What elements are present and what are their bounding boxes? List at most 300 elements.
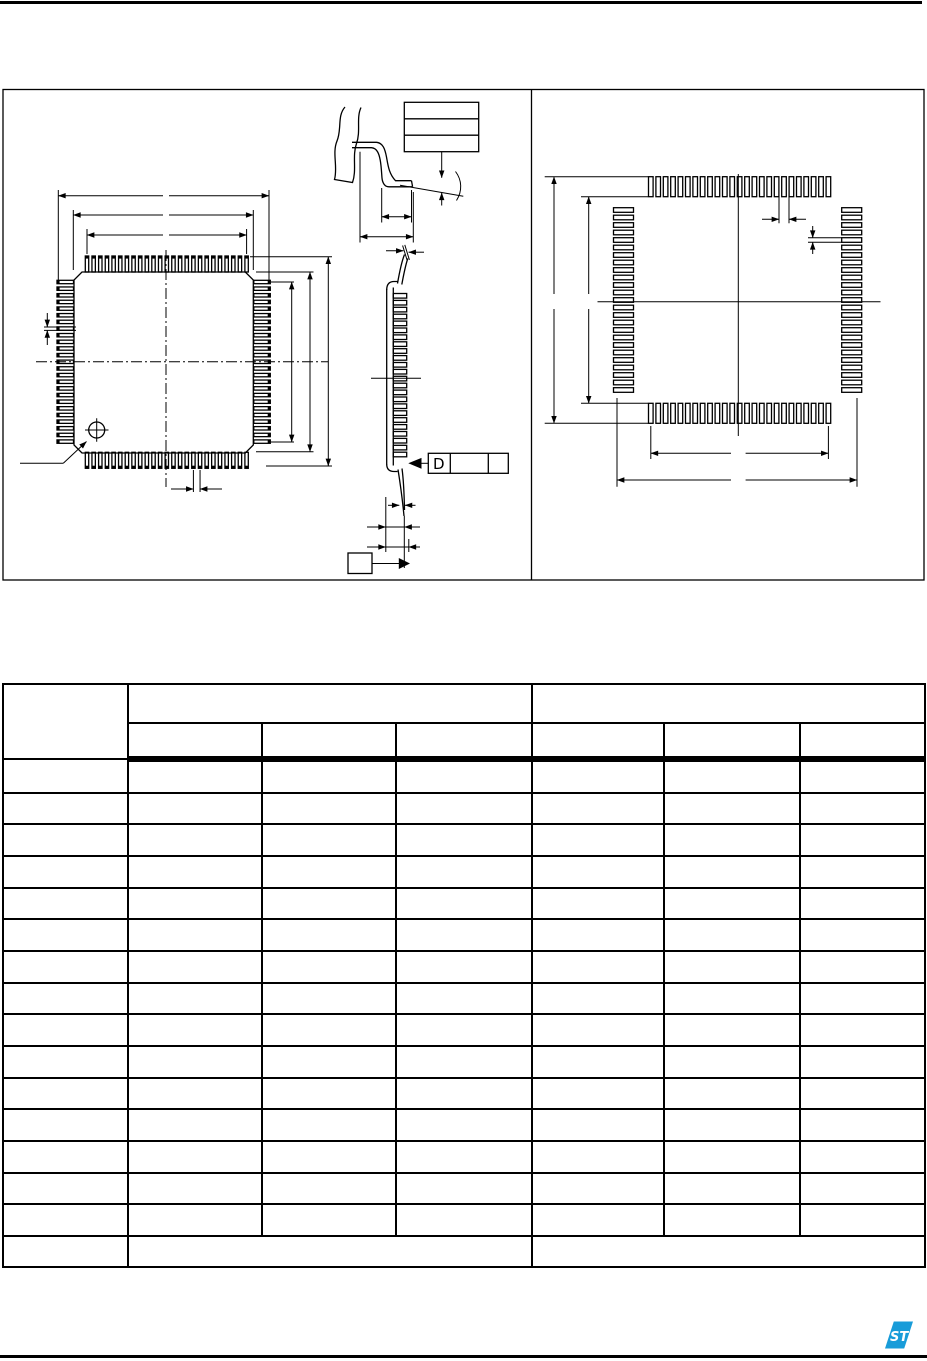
pin [393,314,406,319]
table-row [3,1078,925,1110]
pin [614,260,634,265]
angle-value-box [404,102,478,151]
cell-12-3 [396,1141,532,1173]
cell-3-3 [396,856,532,888]
pin-tip [178,466,181,469]
pin-tip [57,340,60,343]
pin-tip [125,256,128,259]
pin-tip [139,256,142,259]
cell-4-0 [3,888,128,920]
pin-tip [57,407,60,410]
pin-tip [268,407,271,410]
table-row [3,919,925,951]
pin [842,350,862,355]
cell-0-0 [3,759,128,793]
pin-tip [198,256,201,259]
pin [789,403,794,423]
cell-2-1 [128,824,262,856]
cell-9-5 [664,1046,800,1078]
pin [393,335,406,340]
pin [819,403,824,423]
pin-tip [268,280,271,283]
pin-tip [268,373,271,376]
table-row [3,1204,925,1236]
table-row [3,888,925,920]
st-logo [885,1322,913,1349]
pin [842,268,862,273]
pin-tip [85,466,88,469]
cell-7-1 [128,983,262,1015]
cell-13-6 [800,1173,925,1205]
pin [760,177,765,197]
pin-tip [225,466,228,469]
merged-last-row [3,1236,925,1267]
pin [715,177,720,197]
pin-tip [268,393,271,396]
pin [393,452,406,457]
pin [842,215,862,220]
pin [842,253,862,258]
pin [614,365,634,370]
pin [708,403,713,423]
pin-tip [92,466,95,469]
cell-6-4 [532,951,665,983]
cell-6-3 [396,951,532,983]
pin [393,321,406,326]
cell-14-6 [800,1204,925,1236]
pin-tip [205,256,208,259]
pin [686,403,691,423]
datum-arrow [408,458,421,469]
cell-8-1 [128,1014,262,1046]
pin [393,369,406,374]
footprint-top-pads [649,177,831,197]
pin-tip [245,256,248,259]
pin-tip [158,466,161,469]
pin [745,177,750,197]
pin [614,373,634,378]
pin [614,245,634,250]
pin-tip [238,466,241,469]
pin-tip [218,256,221,259]
pin-tip [268,353,271,356]
cell-0-1 [128,759,262,793]
pin-tip [132,466,135,469]
cell-0-6 [800,759,925,793]
pin-tip [57,413,60,416]
sub-header-0-1 [262,723,397,759]
cell-9-6 [800,1046,925,1078]
cell-3-0 [3,856,128,888]
pin [663,177,668,197]
cell-8-5 [664,1014,800,1046]
pin [842,343,862,348]
pin [715,403,720,423]
pin-tip [85,256,88,259]
pin [393,342,406,347]
pin-tip [225,256,228,259]
pin [393,404,406,409]
pin [842,245,862,250]
pin-tip [268,433,271,436]
pin [393,356,406,361]
pin [842,358,862,363]
pin [671,403,676,423]
cell-3-4 [532,856,665,888]
cell-5-4 [532,919,665,951]
datum-letter: D [433,455,445,473]
table-row [3,793,925,825]
cell-2-4 [532,824,665,856]
pin [649,403,654,423]
cell-7-2 [262,983,397,1015]
pin-tip [268,380,271,383]
st-logo-letters: ST [890,1330,909,1345]
table-row [3,1141,925,1173]
pin-tip [232,466,235,469]
cell-9-4 [532,1046,665,1078]
pin [614,238,634,243]
cell-11-3 [396,1109,532,1141]
cell-4-3 [396,888,532,920]
pin-tip [57,433,60,436]
cell-11-2 [262,1109,397,1141]
sub-header-1-0 [532,723,665,759]
package-body-outline [74,272,253,453]
bottom-pin-row [85,452,248,468]
cell-8-6 [800,1014,925,1046]
pin [842,275,862,280]
pin [678,403,683,423]
pin-tip [57,314,60,317]
cell-2-0 [3,824,128,856]
cell-8-2 [262,1014,397,1046]
cell-3-1 [128,856,262,888]
pin-tip [212,466,215,469]
cell-9-3 [396,1046,532,1078]
cell-6-6 [800,951,925,983]
pin-tip [99,256,102,259]
pin [614,358,634,363]
pin [760,403,765,423]
pin-pitch-dimension [171,470,222,492]
sub-header-1-2 [800,723,925,759]
pin-tip [105,256,108,259]
cell-14-4 [532,1204,665,1236]
pin [649,177,654,197]
cell-9-0 [3,1046,128,1078]
pin-tip [268,300,271,303]
pin [730,177,735,197]
sub-header-0-2 [396,723,532,759]
pin-tip [152,256,155,259]
cell-10-4 [532,1078,665,1110]
pin-tip [268,347,271,350]
pin [723,403,728,423]
pin [842,238,862,243]
cell-10-3 [396,1078,532,1110]
lead-detail-view [335,102,479,242]
pin-tip [57,380,60,383]
cell-7-6 [800,983,925,1015]
sub-header-0-0 [128,723,262,759]
pin-tip [57,320,60,323]
package-top-view [20,190,332,492]
pin [730,403,735,423]
cell-1-3 [396,793,532,825]
pin [693,177,698,197]
pin-tip [268,340,271,343]
pin [614,343,634,348]
pin-tip [192,466,195,469]
cell-12-4 [532,1141,665,1173]
pin [393,328,406,333]
pin-tip [57,387,60,390]
pin [663,403,668,423]
pin [393,445,406,450]
pin [826,177,831,197]
cell-11-0 [3,1109,128,1141]
cell-4-6 [800,888,925,920]
figure-frame [3,90,924,581]
pin [393,418,406,423]
last-row-group-1 [128,1236,532,1267]
package-height-dimensions [367,497,420,552]
pin [693,403,698,423]
pin [767,177,772,197]
cell-8-3 [396,1014,532,1046]
pin [842,283,862,288]
cell-7-3 [396,983,532,1015]
cell-9-1 [128,1046,262,1078]
pin [614,290,634,295]
pin [393,294,406,299]
pin [614,215,634,220]
last-row-symbol [3,1236,128,1267]
pin-tip [57,440,60,443]
pin-tip [218,466,221,469]
pin-tip [57,367,60,370]
pin [393,363,406,368]
pin [393,438,406,443]
pin [804,403,809,423]
sub-header-1-1 [664,723,800,759]
pin-tip [268,294,271,297]
pin [393,300,406,305]
pin [614,305,634,310]
pin [797,403,802,423]
pin-tip [268,440,271,443]
pin-tip [185,256,188,259]
pin-tip [185,466,188,469]
cell-5-5 [664,919,800,951]
pin [842,335,862,340]
cell-12-6 [800,1141,925,1173]
pin-tip [268,314,271,317]
pin-tip [268,320,271,323]
cell-4-2 [262,888,397,920]
pin [842,373,862,378]
pin [767,403,772,423]
pin [842,388,862,393]
last-row-group-2 [532,1236,926,1267]
table-row [3,759,925,793]
pin [782,177,787,197]
cell-13-3 [396,1173,532,1205]
table-row [3,951,925,983]
pin [752,177,757,197]
cell-0-3 [396,759,532,793]
pin-tip [238,256,241,259]
pin [842,230,862,235]
pin-tip [245,466,248,469]
pin [393,383,406,388]
pin-tip [57,360,60,363]
cell-1-1 [128,793,262,825]
pin [614,208,634,213]
pin [782,403,787,423]
pin-tip [57,400,60,403]
pin-tip [178,256,181,259]
footprint-left-pads [614,208,634,393]
cell-2-5 [664,824,800,856]
pin [819,177,824,197]
pin-tip [57,393,60,396]
pin-tip [192,256,195,259]
pin-tip [105,466,108,469]
pin [393,349,406,354]
pin [842,305,862,310]
cell-0-2 [262,759,397,793]
cell-5-3 [396,919,532,951]
cell-10-5 [664,1078,800,1110]
cell-6-2 [262,951,397,983]
pin [842,365,862,370]
pin-tip [232,256,235,259]
pin [700,403,705,423]
cell-11-4 [532,1109,665,1141]
cell-5-2 [262,919,397,951]
cell-13-4 [532,1173,665,1205]
pin [614,253,634,258]
width-dimensions [58,190,269,280]
datum-flag [408,453,508,473]
pin-tip [139,466,142,469]
pin-tip [125,466,128,469]
cell-4-4 [532,888,665,920]
table-row [3,983,925,1015]
cell-13-5 [664,1173,800,1205]
table-row [3,1046,925,1078]
pin [678,177,683,197]
unit-group-header-1 [128,684,532,723]
pin-tip [112,256,115,259]
pin [656,403,661,423]
cell-1-4 [532,793,665,825]
pin-tip [99,466,102,469]
pin-tip [119,256,122,259]
pin [789,177,794,197]
pin-tip [268,400,271,403]
pin [752,403,757,423]
pin-tip [268,413,271,416]
pin [745,403,750,423]
pin-tip [172,256,175,259]
pin [723,177,728,197]
foot-length-dimensions [360,152,413,243]
top-pin-row [85,256,248,272]
table-header [3,684,925,759]
pin [393,307,406,312]
pin-tip [57,334,60,337]
pin [614,388,634,393]
cell-13-0 [3,1173,128,1205]
cell-8-4 [532,1014,665,1046]
pin-tip [57,300,60,303]
pin [614,350,634,355]
cell-10-2 [262,1078,397,1110]
pin [842,260,862,265]
pin-tip [268,420,271,423]
cell-11-6 [800,1109,925,1141]
pin-tip [158,256,161,259]
pin-tip [57,373,60,376]
pin-tip [268,327,271,330]
seating-plane-box [348,553,372,574]
cell-3-6 [800,856,925,888]
pin [842,320,862,325]
pin [700,177,705,197]
pin-tip [268,360,271,363]
cell-2-3 [396,824,532,856]
side-view-lead-stack [393,294,406,457]
pin [842,223,862,228]
pin [826,403,831,423]
pin [842,328,862,333]
lead-thickness-dimension [386,245,424,261]
pin [614,313,634,318]
cell-6-1 [128,951,262,983]
cell-14-3 [396,1204,532,1236]
pin-tip [57,294,60,297]
pin-tip [57,353,60,356]
pin-tip [57,307,60,310]
cell-3-5 [664,856,800,888]
table-row [3,1173,925,1205]
footprint-view [545,174,881,487]
table-row [3,856,925,888]
pin [797,177,802,197]
pin-tip [268,387,271,390]
pin-tip [212,256,215,259]
pin [614,328,634,333]
cell-5-0 [3,919,128,951]
pin [804,177,809,197]
body-break-outline [335,107,362,183]
cell-4-1 [128,888,262,920]
table-row [3,1014,925,1046]
pin-tip [172,466,175,469]
table-row [3,1109,925,1141]
pin-tip [57,280,60,283]
cell-11-5 [664,1109,800,1141]
table-row [3,824,925,856]
pin [656,177,661,197]
cell-6-0 [3,951,128,983]
cell-12-1 [128,1141,262,1173]
cell-14-0 [3,1204,128,1236]
pin [842,313,862,318]
